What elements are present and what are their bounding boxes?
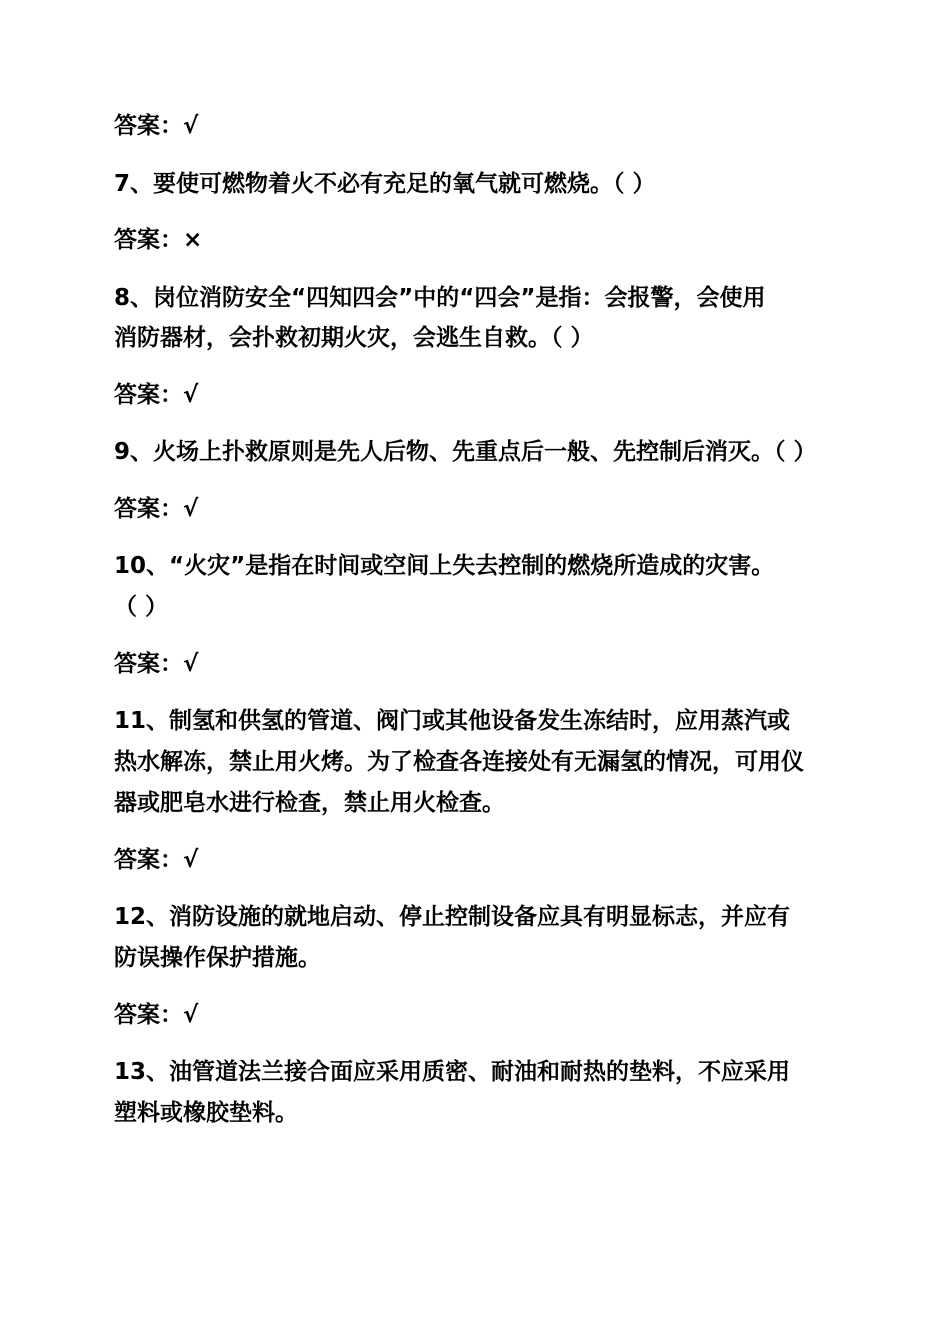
- question-11-line-3: 器或肥皂水进行检查，禁止用火检查。: [114, 790, 505, 816]
- question-11-line-1: 11、制氢和供氢的管道、阀门或其他设备发生冻结时，应用蒸汽或: [114, 708, 791, 734]
- question-13-line-1: 13、油管道法兰接合面应采用质密、耐油和耐热的垫料，不应采用: [114, 1059, 791, 1085]
- answer-11: 答案：√: [114, 847, 199, 873]
- answer-7: 答案：×: [114, 227, 203, 253]
- question-8-line-1: 8、岗位消防安全“四知四会”中的“四会”是指：会报警，会使用: [114, 285, 766, 311]
- question-12-line-2: 防误操作保护措施。: [114, 945, 321, 971]
- question-7: 7、要使可燃物着火不必有充足的氧气就可燃烧。（ ）: [114, 171, 656, 197]
- answer-9: 答案：√: [114, 496, 199, 522]
- answer-8: 答案：√: [114, 382, 199, 408]
- question-10-line-2: （ ）: [114, 594, 169, 620]
- question-12-line-1: 12、消防设施的就地启动、停止控制设备应具有明显标志，并应有: [114, 904, 791, 930]
- question-13-line-2: 塑料或橡胶垫料。: [114, 1100, 298, 1126]
- answer-10: 答案：√: [114, 651, 199, 677]
- question-8-line-2: 消防器材，会扑救初期火灾，会逃生自救。（ ）: [114, 325, 594, 351]
- question-11-line-2: 热水解冻，禁止用火烤。为了检查各连接处有无漏氢的情况，可用仪: [114, 749, 804, 775]
- answer-12: 答案：√: [114, 1002, 199, 1028]
- question-9: 9、火场上扑救原则是先人后物、先重点后一般、先控制后消灭。（ ）: [114, 439, 817, 465]
- question-10-line-1: 10、“火灾”是指在时间或空间上失去控制的燃烧所造成的灾害。: [114, 553, 775, 579]
- answer-6: 答案：√: [114, 113, 199, 139]
